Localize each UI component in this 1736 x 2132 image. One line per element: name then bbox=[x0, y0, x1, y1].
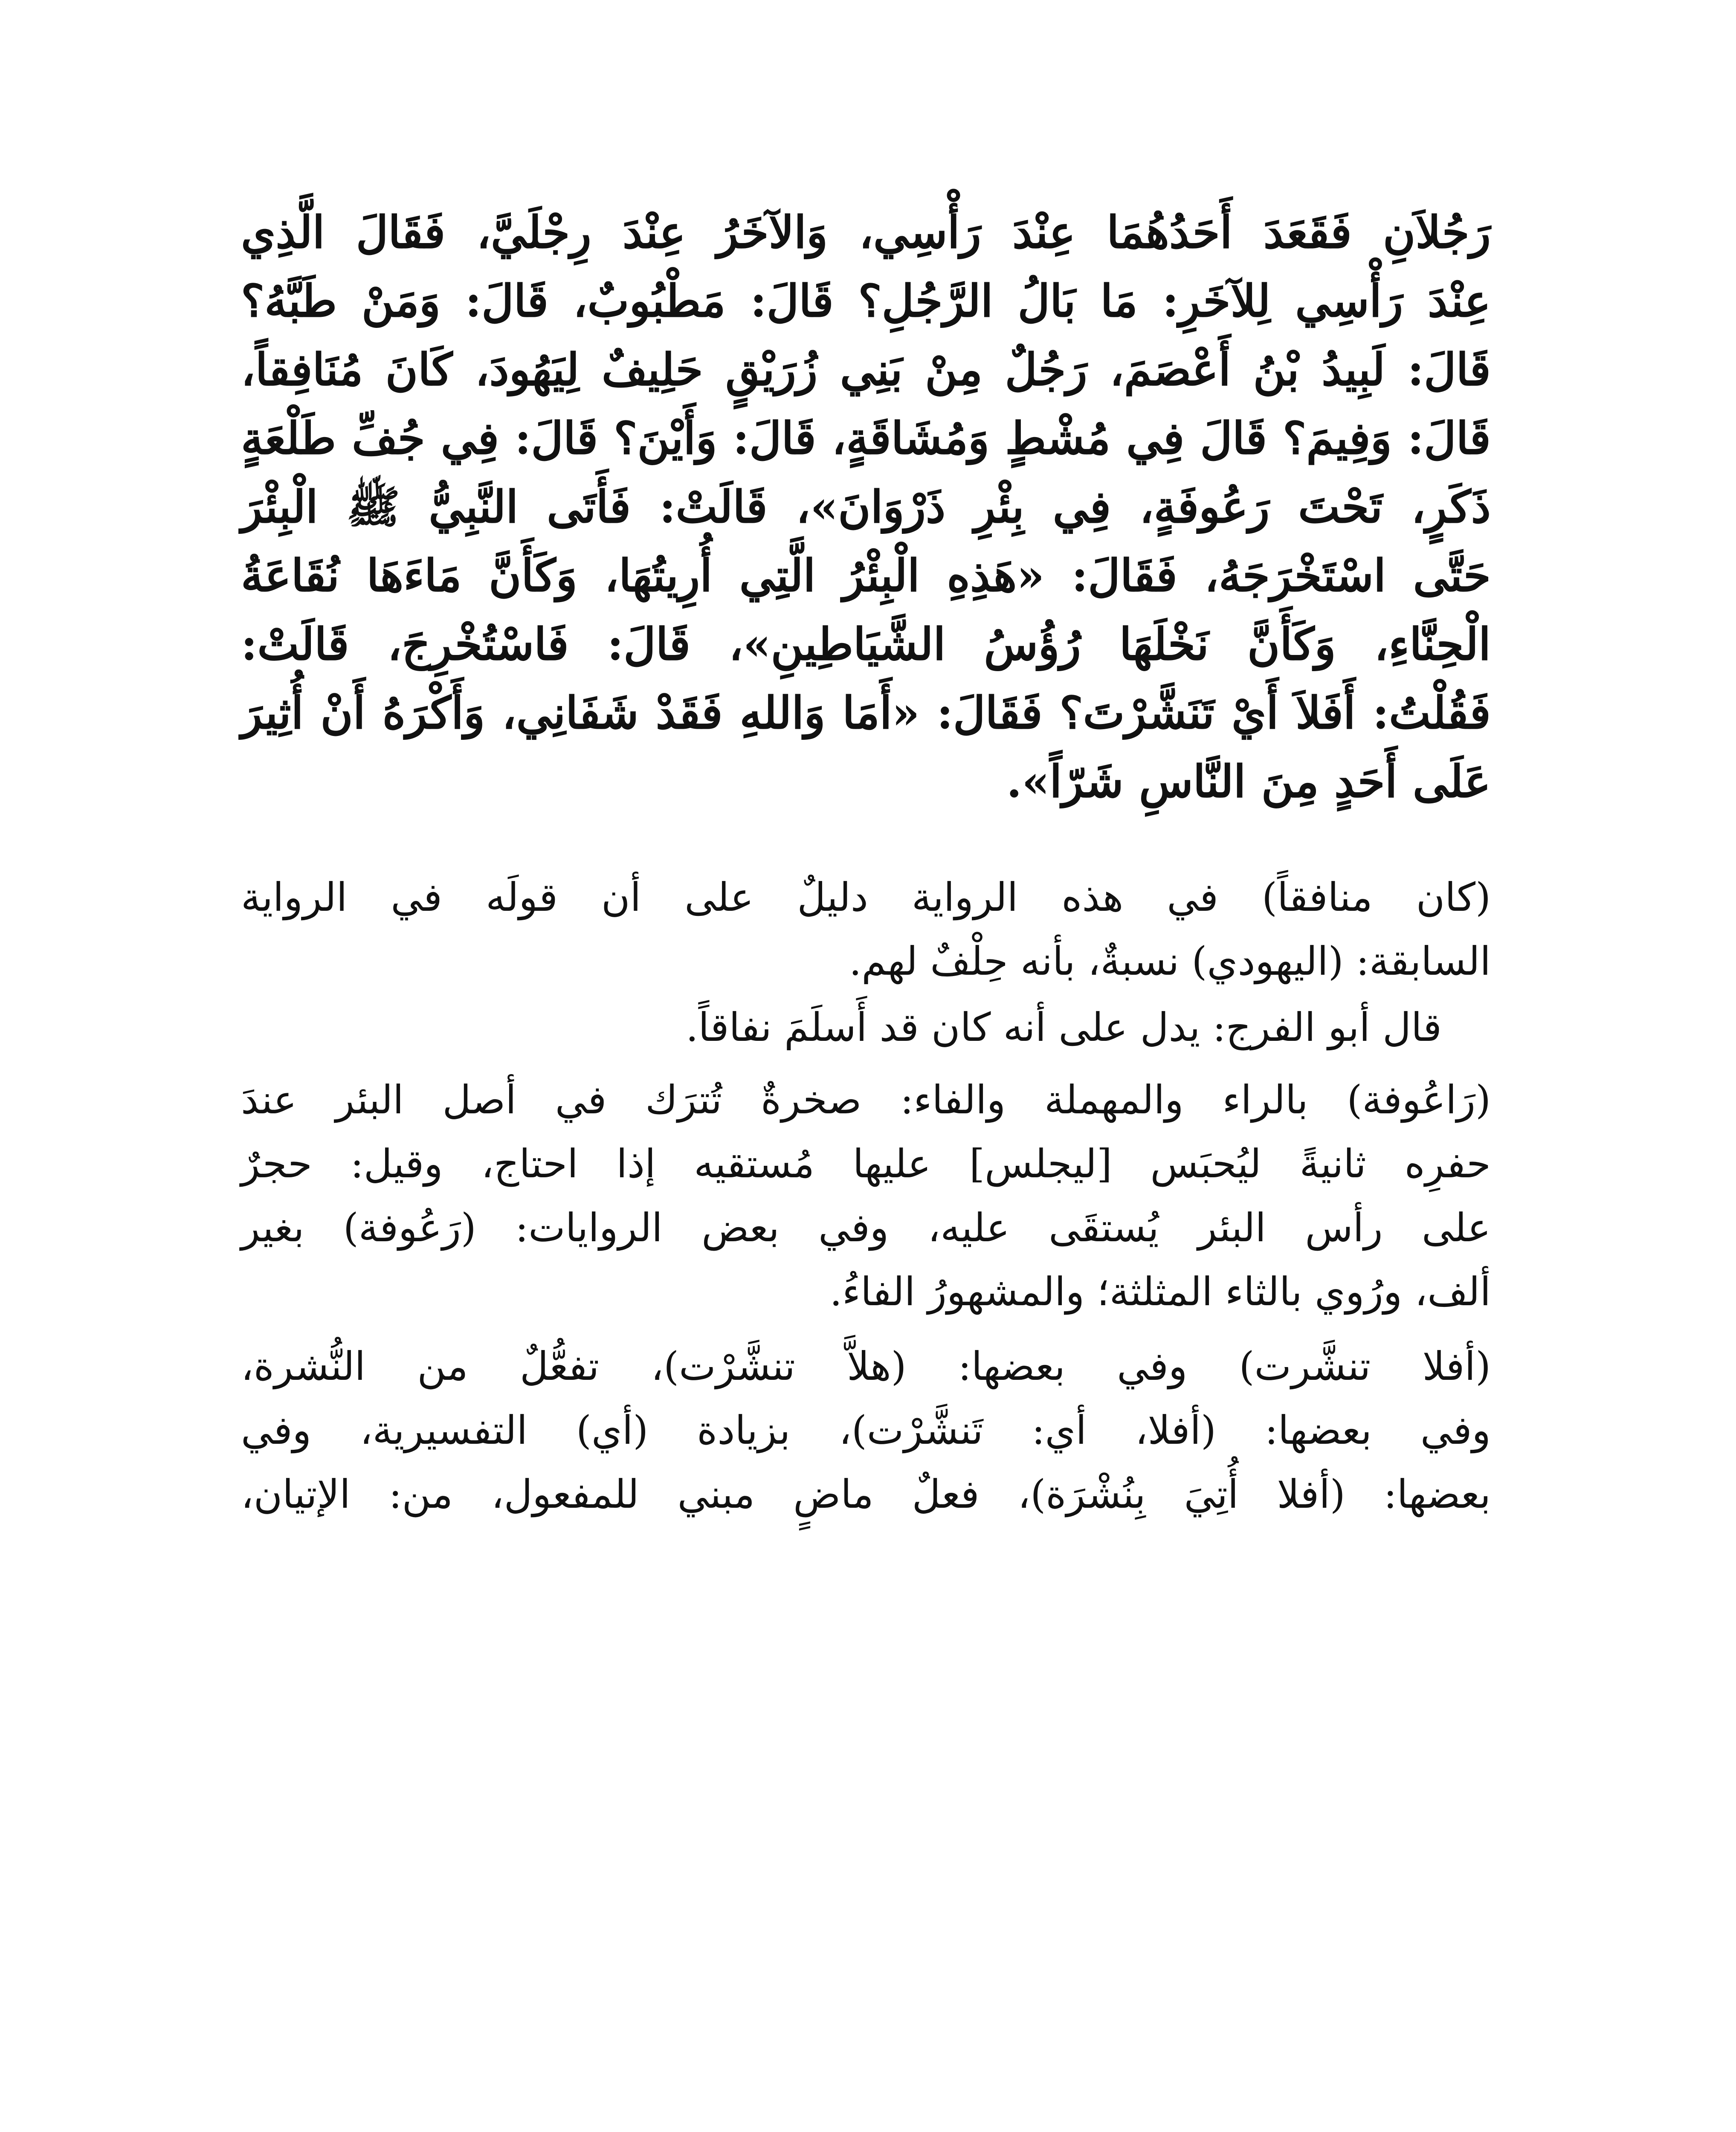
hadith-line: عِنْدَ رَأْسِي لِلآخَرِ: مَا بَالُ الرَّجُلِ؟ قَالَ: مَطْبُوبٌ، قَالَ: وَمَنْ طَبَّهُ؟ bbox=[241, 275, 1491, 327]
hadith-line: الْحِنَّاءِ، وَكَأَنَّ نَخْلَهَا رُؤُسُ الشَّيَاطِينِ»، قَالَ: فَاسْتُخْرِجَ، قَالَتْ: bbox=[241, 618, 1491, 670]
hadith-line: رَجُلاَنِ فَقَعَدَ أَحَدُهُمَا عِنْدَ رَأْسِي، وَالآخَرُ عِنْدَ رِجْلَيَّ، فَقَالَ الَّذِي bbox=[241, 206, 1491, 258]
hadith-line: فَقُلْتُ: أَفَلاَ أَيْ تَنَشَّرْتَ؟ فَقَالَ: «أَمَا وَاللهِ فَقَدْ شَفَانِي، وَأَكْرَهُ أَنْ أُثِيرَ bbox=[241, 687, 1491, 739]
commentary-line: بعضها: (أفلا أُتِيَ بِنُشْرَة)، فعلٌ ماضٍ مبني للمفعول، من: الإتيان، bbox=[241, 1472, 1491, 1517]
commentary-line: قال أبو الفرج: يدل على أنه كان قد أَسلَمَ نفاقاً. bbox=[686, 1005, 1442, 1050]
hadith-line: حَتَّى اسْتَخْرَجَهُ، فَقَالَ: «هَذِهِ الْبِئْرُ الَّتِي أُرِيتُهَا، وَكَأَنَّ مَاءَهَا نُقَاعَةُ bbox=[241, 549, 1491, 602]
commentary-line: (أفلا تنشَّرت) وفي بعضها: (هلاَّ تنشَّرْت)، تفعُّلٌ من النُّشرة، bbox=[241, 1344, 1491, 1389]
commentary-line: وفي بعضها: (أفلا، أي: تَنشَّرْت)، بزيادة (أي) التفسيرية، وفي bbox=[241, 1408, 1491, 1453]
hadith-line: قَالَ: لَبِيدُ بْنُ أَعْصَمَ، رَجُلٌ مِنْ بَنِي زُرَيْقٍ حَلِيفٌ لِيَهُودَ، كَانَ مُنَافِقاً، bbox=[241, 343, 1491, 396]
hadith-line: عَلَى أَحَدٍ مِنَ النَّاسِ شَرّاً». bbox=[1006, 755, 1491, 808]
hadith-line: ذَكَرٍ، تَحْتَ رَعُوفَةٍ، فِي بِئْرِ ذَرْوَانَ»، قَالَتْ: فَأَتَى النَّبِيُّ ﷺ الْبِئْرَ bbox=[241, 481, 1491, 533]
commentary-line: (كان منافقاً) في هذه الرواية دليلٌ على أن قولَه في الرواية bbox=[241, 875, 1491, 920]
commentary-line: (رَاعُوفة) بالراء والمهملة والفاء: صخرةٌ تُترَك في أصل البئر عندَ bbox=[241, 1077, 1491, 1123]
commentary-line: حفرِه ثانيةً ليُحبَس [ليجلس] عليها مُستقيه إذا احتاج، وقيل: حجرٌ bbox=[241, 1141, 1491, 1187]
commentary-line: ألف، ورُوي بالثاء المثلثة؛ والمشهورُ الفاءُ. bbox=[829, 1269, 1491, 1315]
commentary-line: على رأس البئر يُستقَى عليه، وفي بعض الروايات: (رَعُوفة) بغير bbox=[241, 1205, 1491, 1251]
commentary-line: السابقة: (اليهودي) نسبةٌ، بأنه حِلْفٌ لهم. bbox=[849, 939, 1491, 984]
hadith-line: قَالَ: وَفِيمَ؟ قَالَ فِي مُشْطٍ وَمُشَاقَةٍ، قَالَ: وَأَيْنَ؟ قَالَ: فِي جُفِّ طَلْعَةٍ bbox=[241, 412, 1491, 464]
